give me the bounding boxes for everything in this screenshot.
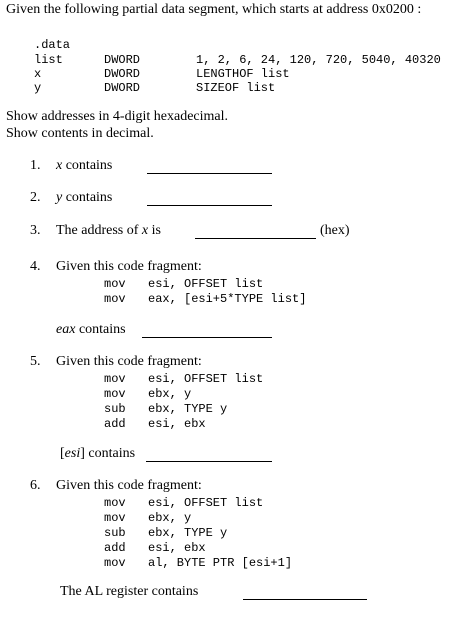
code-op: mov (104, 372, 126, 386)
variable-name: x (141, 223, 149, 238)
variable-name: x (56, 158, 63, 173)
code-op: mov (104, 556, 126, 570)
instruction-line: Show contents in decimal. (6, 126, 154, 141)
question-label: contains (62, 158, 113, 173)
code-op: add (104, 417, 126, 431)
answer-label: contains (84, 446, 136, 461)
data-type: DWORD (104, 53, 141, 67)
question-number: 5. (30, 354, 41, 369)
data-label: x (34, 67, 42, 81)
answer-blank[interactable] (243, 599, 367, 600)
instruction-line: Show addresses in 4-digit hexadecimal. (6, 109, 229, 124)
code-args: esi, OFFSET list (148, 372, 264, 386)
question-text: Given this code fragment: (56, 478, 202, 493)
question-number: 3. (30, 223, 41, 238)
problem-prompt: Given the following partial data segment, which starts at address 0x0200 : (6, 2, 422, 17)
data-value: SIZEOF list (196, 81, 276, 95)
answer-label: contains (75, 322, 126, 337)
question-text: Given this code fragment: (56, 259, 202, 274)
hex-suffix: (hex) (320, 223, 350, 238)
code-args: ebx, y (148, 511, 192, 525)
answer-prompt (60, 446, 135, 462)
code-op: mov (104, 496, 126, 510)
data-value: LENGTHOF list (196, 67, 290, 81)
question-number: 6. (30, 478, 41, 493)
code-op: mov (104, 511, 126, 525)
code-op: add (104, 541, 126, 555)
answer-blank[interactable] (146, 461, 272, 462)
answer-blank[interactable] (147, 205, 272, 206)
question-label: The address of (56, 223, 142, 238)
code-args: ebx, TYPE y (148, 402, 228, 416)
answer-prompt (56, 322, 126, 338)
code-args: ebx, TYPE y (148, 526, 228, 540)
answer-prompt: The AL register contains (60, 584, 199, 599)
question-number: 1. (30, 158, 41, 173)
code-op: mov (104, 277, 126, 291)
code-args: esi, ebx (148, 417, 206, 431)
code-op: mov (104, 387, 126, 401)
code-args: esi, OFFSET list (148, 496, 264, 510)
answer-blank[interactable] (147, 173, 272, 174)
code-args: eax, [esi+5*TYPE list] (148, 292, 307, 306)
question-text (56, 190, 112, 206)
data-type: DWORD (104, 67, 141, 81)
question-label: contains (62, 190, 113, 205)
question-number: 4. (30, 259, 41, 274)
code-op: sub (104, 402, 126, 416)
data-label: list (34, 53, 63, 67)
code-args: al, BYTE PTR [esi+1] (148, 556, 293, 570)
code-op: mov (104, 292, 126, 306)
question-text (56, 223, 161, 239)
question-number: 2. (30, 190, 41, 205)
question-label: is (148, 223, 161, 238)
variable-name: y (56, 190, 63, 205)
bracket: ] (80, 446, 85, 461)
question-text: Given this code fragment: (56, 354, 202, 369)
bracket: [ (60, 446, 65, 461)
register-name: esi (64, 446, 81, 461)
answer-blank[interactable] (142, 337, 272, 338)
answer-blank[interactable] (195, 238, 316, 239)
code-args: ebx, y (148, 387, 192, 401)
data-label: y (34, 81, 42, 95)
data-type: DWORD (104, 81, 141, 95)
register-name: eax (56, 322, 76, 337)
code-op: sub (104, 526, 126, 540)
code-args: esi, ebx (148, 541, 206, 555)
data-value: 1, 2, 6, 24, 120, 720, 5040, 40320 (196, 53, 441, 67)
data-directive: .data (34, 38, 71, 52)
code-args: esi, OFFSET list (148, 277, 264, 291)
question-text (56, 158, 112, 174)
